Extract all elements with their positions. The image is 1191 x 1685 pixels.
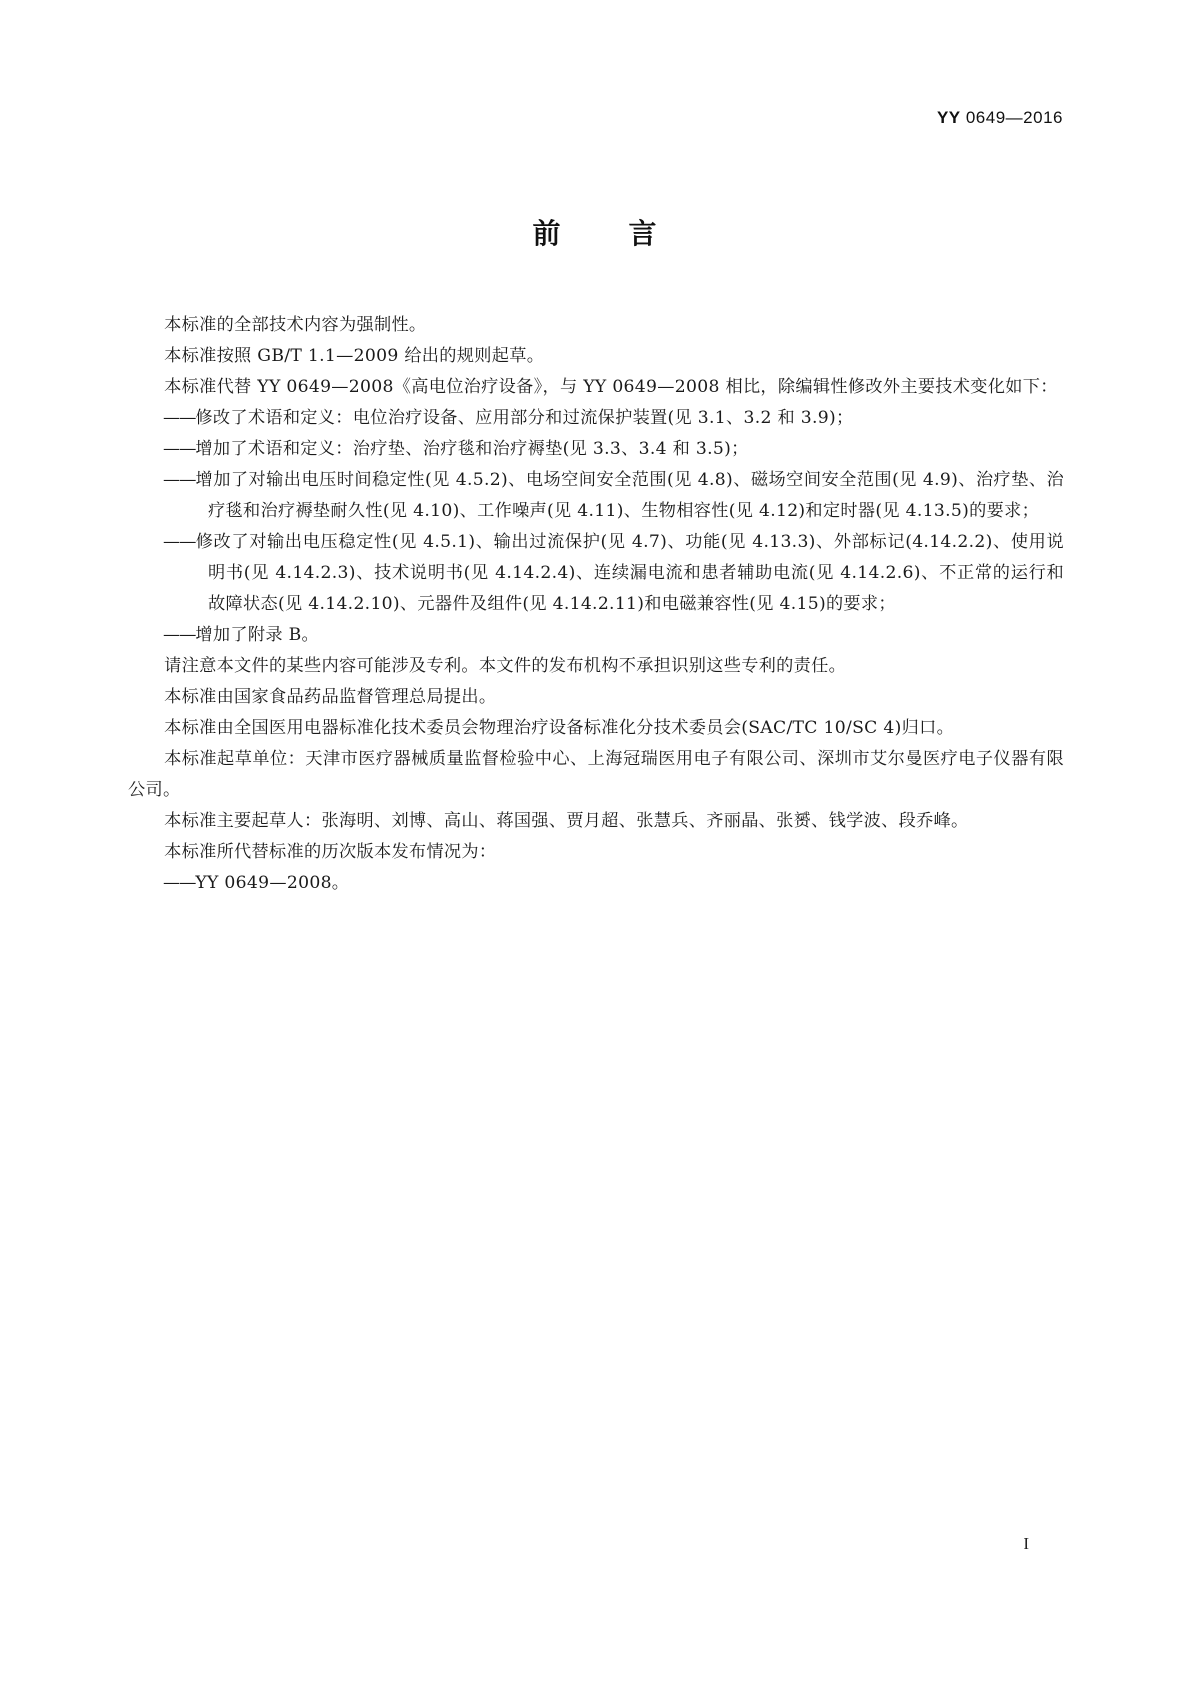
standard-code-header — [937, 108, 1063, 128]
page-title-part2: 言 — [628, 217, 659, 250]
paragraph-drafting-units: 本标准起草单位：天津市医疗器械质量监督检验中心、上海冠瑞医用电子有限公司、深圳市艾尔曼医疗电子仪器有限公司。 — [128, 749, 1064, 800]
paragraph-committee: 本标准由全国医用电器标准化技术委员会物理治疗设备标准化分技术委员会(SAC/TC 10/SC 4)归口。 — [164, 718, 955, 738]
dash-mark: —— — [163, 439, 196, 459]
standard-code-number: 0649—2016 — [960, 108, 1063, 127]
standard-code-prefix: YY — [936, 108, 961, 127]
dash-mark: —— — [163, 625, 196, 645]
change-item-text: 增加了附录 B。 — [195, 625, 319, 645]
change-item — [128, 403, 1064, 434]
paragraph-drafting-rules: 本标准按照 GB/T 1.1—2009 给出的规则起草。 — [164, 346, 545, 366]
dash-mark: —— — [163, 873, 196, 893]
dash-mark: —— — [163, 470, 196, 490]
dash-mark: —— — [163, 532, 196, 552]
change-item — [128, 434, 1064, 465]
change-item — [128, 620, 1064, 651]
paragraph-drafters: 本标准主要起草人：张海明、刘博、高山、蒋国强、贾月超、张慧兵、齐丽晶、张赟、钱学波、段乔峰。 — [164, 811, 969, 831]
change-item-text: 修改了对输出电压稳定性(见 4.5.1)、输出过流保护(见 4.7)、功能(见 4.13.3)、外部标记(4.14.2.2)、使用说明书(见 4.14.2.3)、技术说明书(见 4.14.2.4)、连续漏电流和患者辅助电流(见 4.14.2.6)、不正常的运行和故障状态(见 4.14.2.10)、元器件及组件(见 4.14.2.11)和电磁兼容性(见 4.15)的要求； — [195, 532, 1064, 614]
page-title — [0, 212, 1191, 252]
history-item — [128, 868, 1064, 899]
document-body — [128, 310, 1064, 899]
change-item-text: 增加了术语和定义：治疗垫、治疗毯和治疗褥垫(见 3.3、3.4 和 3.5)； — [195, 439, 749, 459]
history-item-text: YY 0649—2008。 — [195, 873, 350, 893]
change-item-text: 修改了术语和定义：电位治疗设备、应用部分和过流保护装置(见 3.1、3.2 和 3.9)； — [195, 408, 854, 428]
paragraph-patent-notice: 请注意本文件的某些内容可能涉及专利。本文件的发布机构不承担识别这些专利的责任。 — [164, 656, 847, 676]
paragraph-proposer: 本标准由国家食品药品监督管理总局提出。 — [164, 687, 497, 707]
paragraph-replaces: 本标准代替 YY 0649—2008《高电位治疗设备》，与 YY 0649—2008 相比，除编辑性修改外主要技术变化如下： — [164, 377, 1058, 397]
change-item — [128, 527, 1064, 620]
paragraph-history-intro: 本标准所代替标准的历次版本发布情况为： — [164, 842, 497, 862]
page-number: I — [1023, 1534, 1029, 1553]
page-title-part1: 前 — [532, 217, 563, 250]
change-item-text: 增加了对输出电压时间稳定性(见 4.5.2)、电场空间安全范围(见 4.8)、磁场空间安全范围(见 4.9)、治疗垫、治疗毯和治疗褥垫耐久性(见 4.10)、工作噪声(见 4.11)、生物相容性(见 4.12)和定时器(见 4.13.5)的要求； — [195, 470, 1064, 521]
dash-mark: —— — [163, 408, 196, 428]
paragraph-mandatory: 本标准的全部技术内容为强制性。 — [164, 315, 427, 335]
change-item — [128, 465, 1064, 527]
